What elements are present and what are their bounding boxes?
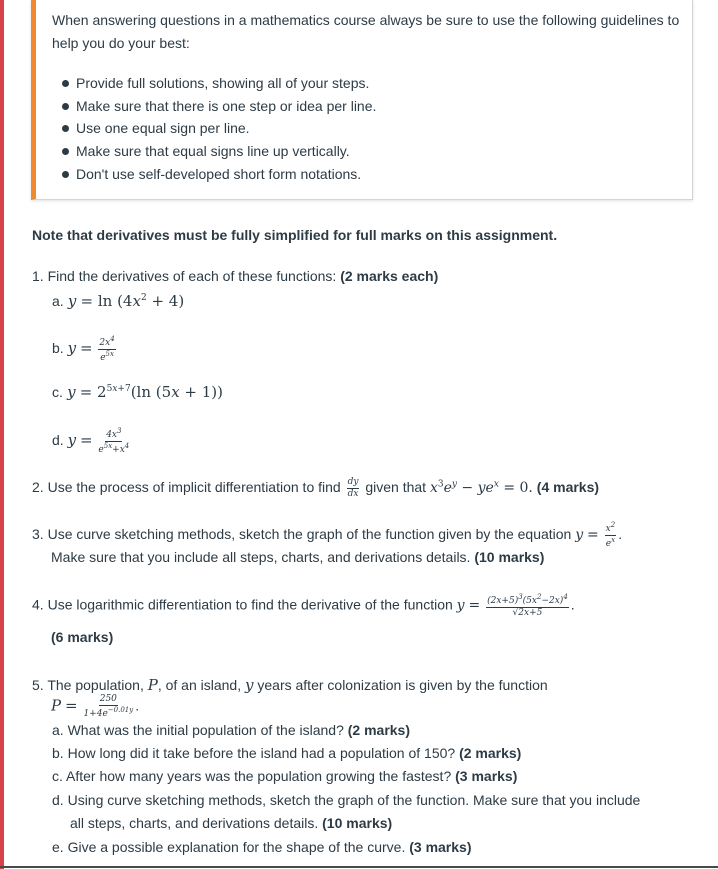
- part-marks: (3 marks): [409, 839, 472, 855]
- question-text: The population,: [47, 677, 148, 693]
- question-text: Use curve sketching methods, sketch the graph of the function given by the equation: [47, 526, 576, 543]
- math-fraction: $\frac{250}{1+4e^{-0.01y}}$: [83, 694, 134, 719]
- part-text: How long did it take before the island had a population of 150?: [67, 745, 460, 761]
- q5-part-b: [52, 745, 521, 761]
- question-1: [32, 268, 438, 284]
- part-marks: (10 marks): [322, 815, 393, 831]
- part-letter: c.: [52, 384, 63, 400]
- guideline-item: Don't use self-developed short form notations.: [76, 163, 376, 186]
- q1-part-b: b. y = $\frac{2x^4}{e^{5x}}$: [52, 335, 115, 363]
- question-3-cont: [51, 549, 544, 565]
- question-text: Find the derivatives of each of these functions:: [47, 268, 341, 284]
- question-number: 2.: [32, 479, 44, 496]
- question-text: Use the process of implicit differentiation to find: [47, 479, 345, 496]
- math-fraction: $\frac{2x^4}{e^{5x}}$: [99, 335, 115, 363]
- part-text: Give a possible explanation for the shape of the curve.: [67, 839, 410, 855]
- question-text: years after colonization is given by the function: [253, 677, 548, 693]
- question-number: 4.: [32, 596, 44, 613]
- guidelines-list: [76, 72, 376, 186]
- q5-part-e: [52, 839, 472, 855]
- callout-intro: When answering questions in a mathematics course always be sure to use the following guidelines to help you do your best:: [52, 12, 680, 51]
- part-letter: e.: [52, 839, 64, 855]
- question-4-marks: (6 marks): [51, 629, 114, 645]
- question-text: Use logarithmic differentiation to find the derivative of the function: [47, 596, 457, 613]
- math-fraction: $\frac{dy}{dx}$: [347, 477, 359, 499]
- part-marks: (2 marks): [347, 722, 411, 738]
- q5-part-c: [52, 768, 517, 784]
- part-letter: b.: [52, 745, 64, 761]
- q5-part-d-cont: [70, 815, 392, 831]
- guideline-item: Use one equal sign per line.: [76, 117, 376, 140]
- part-letter: a.: [52, 722, 64, 738]
- q5-part-a: [52, 722, 410, 738]
- question-text: given that: [361, 479, 430, 496]
- question-text: , of an island,: [157, 677, 245, 693]
- derivatives-note: Note that derivatives must be fully simplified for full marks on this assignment.: [32, 227, 558, 243]
- q5-part-d: [52, 792, 640, 808]
- question-2: 2. Use the process of implicit differentiation to find $\frac{dy}{dx}$ given that $x^3e^y - ye^x = 0$. (4 marks): [32, 477, 600, 499]
- part-text: all steps, charts, and derivations details.: [70, 815, 323, 831]
- math-expression: y: [67, 292, 77, 310]
- part-letter: c.: [52, 768, 63, 784]
- part-text: After how many years was the population growing the fastest?: [66, 768, 456, 784]
- part-letter: b.: [52, 340, 64, 357]
- q1-part-a: a. $y = \ln (4x^2 + 4)$: [52, 292, 185, 310]
- math-fraction: $\frac{x^2}{e^x}$: [605, 521, 616, 549]
- question-marks: (2 marks each): [340, 268, 439, 284]
- part-marks: (3 marks): [455, 768, 518, 784]
- part-letter: d.: [52, 792, 64, 808]
- math-fraction: $\frac{(2x+5)^3(5x^2-2x)^4}{√2x+5}$: [487, 593, 568, 618]
- question-number: 3.: [32, 526, 44, 543]
- part-letter: d.: [52, 432, 64, 449]
- part-text: What was the initial population of the island?: [67, 722, 348, 738]
- part-marks: (2 marks): [459, 745, 522, 761]
- population-function: P = $\frac{250}{1+4e^{-0.01y}}$ .: [51, 694, 140, 719]
- guideline-item: Make sure that there is one step or idea per line.: [76, 95, 376, 118]
- guideline-item: Make sure that equal signs line up vertically.: [76, 140, 376, 163]
- math-fraction: $\frac{4x^3}{e^{5x}+x^4}$: [98, 427, 130, 455]
- bottom-divider: [0, 866, 718, 868]
- guideline-item: Provide full solutions, showing all of your steps.: [76, 72, 376, 95]
- question-number: 1.: [32, 268, 44, 284]
- guidelines-callout: [31, 0, 693, 200]
- question-5: 5. The population, P, of an island, y years after colonization is given by the function: [32, 676, 548, 694]
- question-3: 3. Use curve sketching methods, sketch the graph of the function given by the equation y = $\frac{x^2}{e^x}$ .: [32, 521, 623, 549]
- question-marks: (4 marks): [536, 479, 600, 496]
- question-marks: (10 marks): [474, 549, 545, 565]
- q1-part-c: c. $y = 2^{5x+7}(\ln$ (5x + 1)): [52, 383, 224, 401]
- q1-part-d: d. y = $\frac{4x^3}{e^{5x}+x^4}$: [52, 427, 130, 455]
- question-4: 4. Use logarithmic differentiation to find the derivative of the function y = $\frac{(2x+5)^3(5x^2-2x)^4}{√2x+5}$ .: [32, 593, 575, 618]
- part-text: Using curve sketching methods, sketch the graph of the function. Make sure that you include: [67, 792, 641, 808]
- question-text: Make sure that you include all steps, charts, and derivations details.: [51, 549, 475, 565]
- left-accent-bar: [0, 0, 4, 869]
- question-number: 5.: [32, 677, 44, 693]
- part-letter: a.: [52, 293, 64, 309]
